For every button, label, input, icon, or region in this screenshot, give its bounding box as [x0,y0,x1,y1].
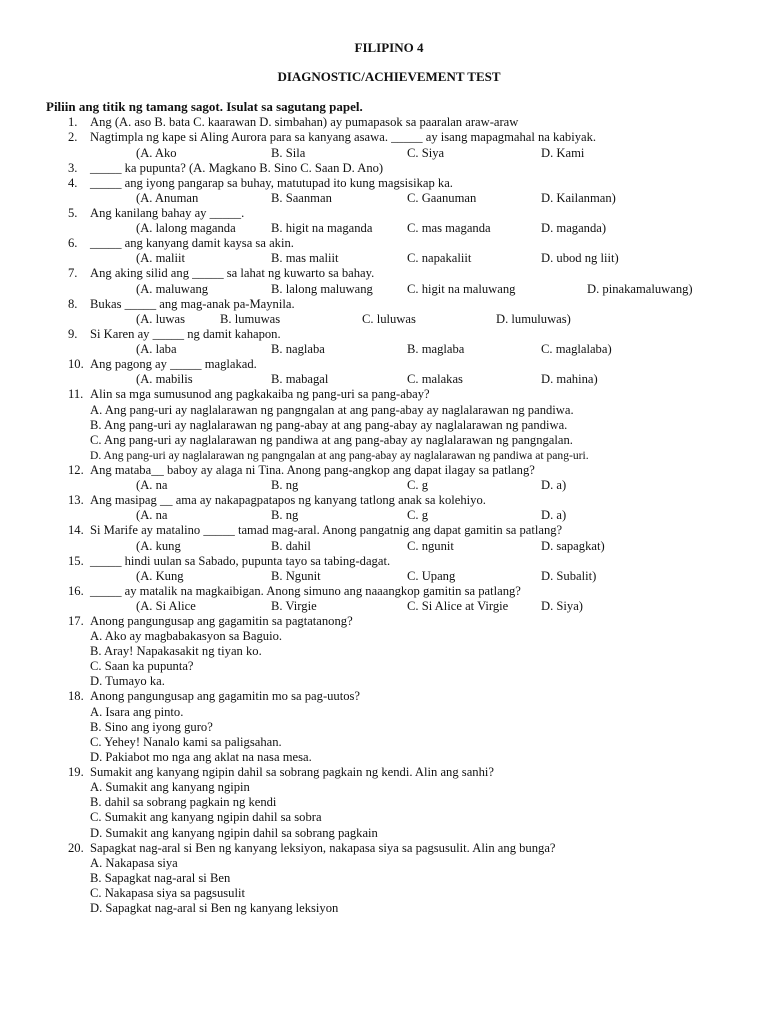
answer-choice: D. Kailanman) [541,191,616,205]
answer-choice: D. Kami [541,146,585,160]
question-item [0,387,768,402]
question-number: 1. [68,115,78,129]
question-item [0,614,768,629]
question-number: 19. [68,765,84,779]
answer-choice: (A. Anuman [136,191,199,205]
answer-choice: C. ngunit [407,539,454,553]
question-number: 12. [68,463,84,477]
question-text: _____ ay matalik na magkaibigan. Anong simuno ang naaangkop gamitin sa patlang? [90,584,521,598]
question-item [0,206,768,221]
question-number: 6. [68,236,78,250]
answer-choice: (A. maluwang [136,282,209,296]
question-text: Ang masipag __ ama ay nakapagpatapos ng kanyang tatlong anak sa kolehiyo. [90,493,486,507]
answer-option: A. Ang pang-uri ay naglalarawan ng pangngalan at ang pang-abay ay naglalarawan ng pandiwa. [90,403,574,417]
question-item [0,115,768,130]
answer-choice: (A. Kung [136,569,184,583]
answer-choice: B. Sila [271,146,306,160]
question-number: 11. [68,387,84,401]
answer-option: C. Nakapasa siya sa pagsusulit [90,886,245,900]
answer-choice: (A. kung [136,539,181,553]
answer-choice: D. a) [541,478,567,492]
question-text: _____ ang iyong pangarap sa buhay, matutupad ito kung magsisikap ka. [90,176,453,190]
answer-choice: D. a) [541,508,567,522]
answer-option: D. Sapagkat nag-aral si Ben ng kanyang leksiyon [90,901,339,915]
question-text: Ang (A. aso B. bata C. kaarawan D. simbahan) ay pumapasok sa paaralan araw-araw [90,115,519,129]
question-item [0,297,768,312]
answer-option: A. Nakapasa siya [90,856,178,870]
answer-choice: D. maganda) [541,221,607,235]
answer-choice: C. luluwas [362,312,416,326]
question-item [0,689,768,704]
question-text: Sumakit ang kanyang ngipin dahil sa sobrang pagkain ng kendi. Alin ang sanhi? [90,765,494,779]
answer-choice: C. Si Alice at Virgie [407,599,509,613]
answer-choice: (A. mabilis [136,372,193,386]
answer-choice: B. dahil [271,539,311,553]
question-number: 14. [68,523,84,537]
answer-option: B. Ang pang-uri ay naglalarawan ng pang-abay at ang pang-abay ay naglalarawan ng pandiwa. [90,418,568,432]
question-item [0,584,768,599]
question-number: 17. [68,614,84,628]
answer-choice: C. mas maganda [407,221,491,235]
answer-option: D. Tumayo ka. [90,674,165,688]
answer-choice: D. ubod ng liit) [541,251,619,265]
answer-choice: B. Ngunit [271,569,321,583]
question-text: Si Marife ay matalino _____ tamad mag-aral. Anong pangatnig ang dapat gamitin sa patlang? [90,523,563,537]
answer-choice: (A. na [136,478,168,492]
answer-option: B. Sino ang iyong guro? [90,720,213,734]
answer-choice: B. mabagal [271,372,329,386]
question-text: _____ ka pupunta? (A. Magkano B. Sino C. Saan D. Ano) [90,161,384,175]
answer-choice: D. sapagkat) [541,539,605,553]
answer-option: C. Ang pang-uri ay naglalarawan ng pandiwa at ang pang-abay ay naglalarawan ng pangngalan. [90,433,573,447]
question-number: 4. [68,176,78,190]
question-number: 3. [68,161,78,175]
answer-choice: C. Siya [407,146,445,160]
question-number: 16. [68,584,84,598]
answer-option: C. Yehey! Nanalo kami sa paligsahan. [90,735,282,749]
answer-choice: (A. luwas [136,312,185,326]
answer-option: B. Sapagkat nag-aral si Ben [90,871,231,885]
question-item [0,266,768,281]
question-number: 5. [68,206,78,220]
answer-choice: (A. Si Alice [136,599,196,613]
answer-choice: B. maglaba [407,342,465,356]
answer-choice: C. maglalaba) [541,342,612,356]
question-number: 2. [68,130,78,144]
question-text: Si Karen ay _____ ng damit kahapon. [90,327,281,341]
answer-choice: C. higit na maluwang [407,282,516,296]
answer-choice: C. napakaliit [407,251,472,265]
page-subtitle: DIAGNOSTIC/ACHIEVEMENT TEST [277,69,501,84]
question-item [0,161,768,176]
question-item [0,841,768,856]
question-item [0,176,768,191]
answer-choice: B. higit na maganda [271,221,373,235]
answer-choice: B. ng [271,508,299,522]
answer-choice: C. g [407,478,428,492]
question-text: Anong pangungusap ang gagamitin mo sa pag-uutos? [90,689,361,703]
question-text: Nagtimpla ng kape si Aling Aurora para sa kanyang asawa. _____ ay isang mapagmahal na kabiyak. [90,130,597,144]
question-number: 13. [68,493,84,507]
answer-option: A. Ako ay magbabakasyon sa Baguio. [90,629,283,643]
answer-choice: D. Siya) [541,599,583,613]
answer-option: D. Pakiabot mo nga ang aklat na nasa mesa. [90,750,312,764]
question-text: Alin sa mga sumusunod ang pagkakaiba ng pang-uri sa pang-abay? [90,387,430,401]
answer-option: A. Sumakit ang kanyang ngipin [90,780,250,794]
answer-choice: D. mahina) [541,372,598,386]
answer-option: B. Aray! Napakasakit ng tiyan ko. [90,644,262,658]
question-item [0,765,768,780]
question-number: 7. [68,266,78,280]
question-number: 9. [68,327,78,341]
question-number: 8. [68,297,78,311]
answer-choice: D. Subalit) [541,569,597,583]
question-text: _____ ang kanyang damit kaysa sa akin. [90,236,294,250]
answer-choice: D. lumuluwas) [496,312,571,326]
answer-choice: (A. Ako [136,146,177,160]
question-item [0,554,768,569]
question-number: 10. [68,357,84,371]
question-item [0,357,768,372]
question-text: Ang kanilang bahay ay _____. [90,206,245,220]
instructions: Piliin ang titik ng tamang sagot. Isulat sa sagutang papel. [46,99,363,114]
answer-choice: B. naglaba [271,342,325,356]
question-text: Anong pangungusap ang gagamitin sa pagtatanong? [90,614,353,628]
answer-choice: C. Gaanuman [407,191,477,205]
answer-choice: C. g [407,508,428,522]
question-item [0,236,768,251]
answer-choice: B. lumuwas [220,312,281,326]
answer-choice: B. lalong maluwang [271,282,373,296]
question-item [0,493,768,508]
answer-choice: B. ng [271,478,299,492]
question-text: Ang mataba__ baboy ay alaga ni Tina. Anong pang-angkop ang dapat ilagay sa patlang? [90,463,535,477]
question-number: 20. [68,841,84,855]
answer-choice: (A. maliit [136,251,185,265]
question-text: Ang pagong ay _____ maglakad. [90,357,257,371]
answer-option: B. dahil sa sobrang pagkain ng kendi [90,795,277,809]
question-text: Ang aking silid ang _____ sa lahat ng kuwarto sa bahay. [90,266,375,280]
question-item [0,463,768,478]
question-number: 18. [68,689,84,703]
answer-choice: (A. laba [136,342,177,356]
answer-option: A. Isara ang pinto. [90,705,184,719]
page-title: FILIPINO 4 [354,40,424,55]
answer-choice: D. pinakamaluwang) [587,282,693,296]
question-text: Sapagkat nag-aral si Ben ng kanyang leksiyon, nakapasa siya sa pagsusulit. Alin ang bunga? [90,841,556,855]
question-item [0,327,768,342]
answer-choice: B. mas maliit [271,251,339,265]
answer-option: D. Sumakit ang kanyang ngipin dahil sa sobrang pagkain [90,826,378,840]
answer-choice: (A. lalong maganda [136,221,236,235]
answer-choice: B. Virgie [271,599,317,613]
question-number: 15. [68,554,84,568]
answer-option: D. Ang pang-uri ay naglalarawan ng pangngalan at ang pang-abay ay naglalarawan ng pandiwa at pang-uri. [90,449,589,462]
answer-choice: (A. na [136,508,168,522]
question-item [0,130,768,145]
answer-choice: B. Saanman [271,191,332,205]
answer-choice: C. Upang [407,569,456,583]
question-item [0,523,768,538]
answer-option: C. Saan ka pupunta? [90,659,194,673]
answer-option: C. Sumakit ang kanyang ngipin dahil sa sobra [90,810,322,824]
question-text: _____ hindi uulan sa Sabado, pupunta tayo sa tabing-dagat. [90,554,391,568]
question-text: Bukas _____ ang mag-anak pa-Maynila. [90,297,295,311]
answer-choice: C. malakas [407,372,463,386]
